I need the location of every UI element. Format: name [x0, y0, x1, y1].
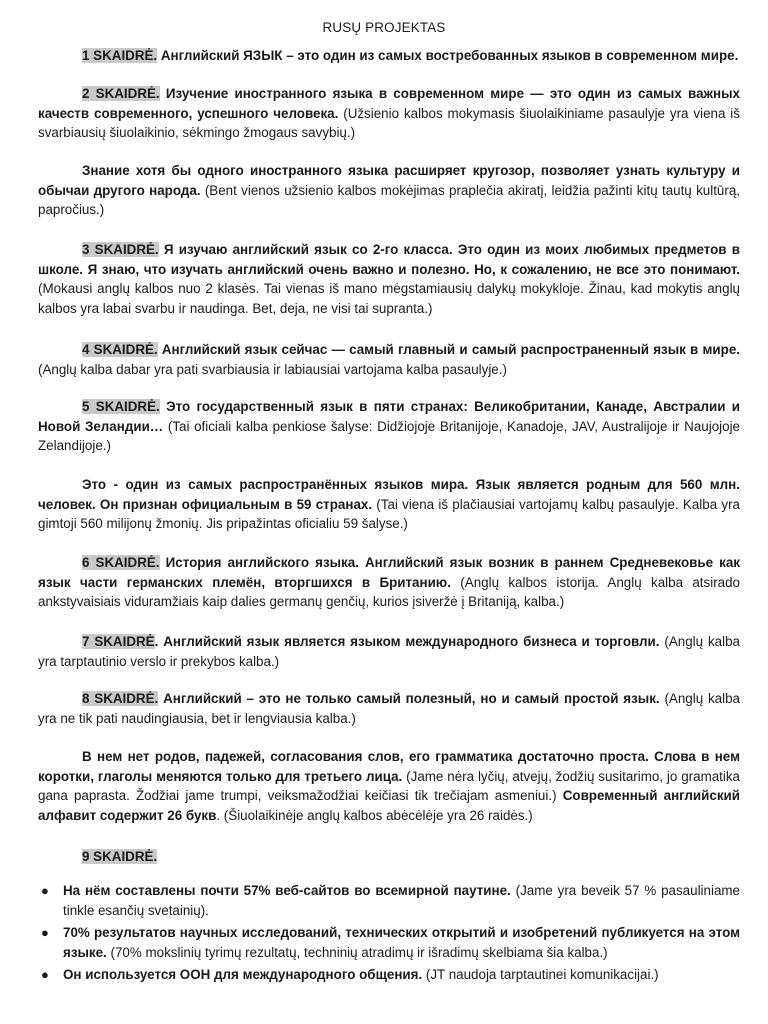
- list-item: [38, 881, 740, 920]
- slide-label: 9 SKAIDRĖ.: [82, 849, 158, 864]
- slide-9-bullet-list: [38, 881, 740, 988]
- lithuanian-text: (Užsienio kalbos mokymasis šiuolaikiniame pasaulyje yra viena iš svarbiausių šiuolaikinio, sėkmingo žmogaus savybių.): [38, 105, 740, 140]
- slide-label: 1 SKAIDRĖ.: [82, 48, 158, 63]
- russian-text: Знание хотя бы одного иностранного языка расширяет кругозор, позволяет узнать культуру и обычаи другого народа.: [38, 163, 740, 198]
- paragraph-slide-4: [38, 340, 740, 379]
- lithuanian-text: (Anglų kalba dabar yra pati svarbiausia ir labiausiai vartojama kalba pasaulyje.): [38, 361, 507, 377]
- list-item: [38, 965, 740, 985]
- document-title: RUSŲ PROJEKTAS: [322, 20, 446, 35]
- paragraph-widespread-language: [38, 475, 740, 534]
- bullet-icon: ●: [41, 883, 49, 898]
- paragraph-slide-9: [38, 847, 740, 867]
- russian-text: Английский ЯЗЫК – это один из самых востребованных языков в современном мире.: [157, 48, 739, 63]
- paragraph-slide-5: [38, 397, 740, 456]
- lithuanian-text: (Anglų kalba yra tarptautinio verslo ir prekybos kalba.): [38, 634, 740, 669]
- lithuanian-text: (Tai viena iš plačiausiai vartojamų kalbų pasaulyje. Kalba yra gimtoji 560 milijonų žmonių. Jis pripažintas oficialiu 59 šalyse.): [38, 496, 740, 531]
- lithuanian-text: (Anglų kalbos istorija. Anglų kalba atsirado ankstyvaisiais viduramžiais kaip dalies germanų genčių, kurios įsiveržė į Britaniją, kalba.): [38, 574, 740, 609]
- slide-label: 2 SKAIDRĖ.: [82, 86, 160, 101]
- paragraph-grammar: [38, 747, 740, 825]
- russian-text: Изучение иностранного языка в современном мире — это один из самых важных качеств современного, успешного человека.: [38, 86, 740, 121]
- bullet-icon: ●: [41, 925, 49, 940]
- russian-text: Я изучаю английский язык со 2-го класса. Это один из моих любимых предметов в школе. Я знаю, что изучать английский очень важно и полезно. Но, к сожалению, не все это понимают.: [38, 242, 740, 277]
- slide-label: 5 SKAIDRĖ.: [82, 399, 160, 414]
- paragraph-slide-6: [38, 553, 740, 612]
- paragraph-foreign-language-knowledge: [38, 161, 740, 220]
- lithuanian-text: (Jame yra beveik 57 % pasauliniame tinkle esančių svetainių).: [63, 883, 740, 918]
- lithuanian-text: (Bent vienos užsienio kalbos mokėjimas praplečia akiratį, leidžia pažinti kitų tautų kultūrą, papročius.): [38, 182, 740, 217]
- russian-text: Это государственный язык в пяти странах: Великобритании, Канаде, Австралии и Новой Зеландии…: [38, 399, 741, 434]
- lithuanian-text: (70% mokslinių tyrimų rezultatų, techninių atradimų ir išradimų skelbiama šia kalba.): [106, 944, 608, 960]
- slide-label: 3 SKAIDRĖ.: [82, 242, 159, 257]
- bullet-icon: ●: [41, 967, 49, 982]
- russian-text: Это - один из самых распространённых языков мира. Язык является родным для 560 млн. человек. Он признан официальным в 59 странах.: [38, 477, 740, 512]
- lithuanian-text: (Mokausi anglų kalbos nuo 2 klasės. Tai vienas iš mano mėgstamiausių dalykų mokykloje. Žinau, kad mokytis anglų kalbos yra labai svarbu ir naudinga. Bet, deja, ne visi tai supranta.): [38, 281, 740, 316]
- lithuanian-text: (JT naudoja tarptautinei komunikacijai.): [422, 967, 659, 982]
- russian-text: Английский – это не только самый полезный, но и самый простой язык.: [158, 691, 660, 706]
- slide-label: 4 SKAIDRĖ.: [82, 342, 158, 357]
- russian-text: В нем нет родов, падежей, согласования слов, его грамматика достаточно проста. Слова в нем коротки, глаголы меняются только для третьего лица.: [38, 749, 740, 784]
- russian-text: Он используется ООН для международного общения.: [63, 967, 423, 982]
- lithuanian-text: (Anglų kalba yra ne tik pati naudingiausia, bet ir lengviausia kalba.): [38, 691, 740, 726]
- slide-label: 6 SKAIDRĖ.: [82, 555, 160, 570]
- russian-text: История английского языка. Английский язык возник в раннем Средневековье как язык части германских племён, вторгшихся в Британию.: [38, 555, 740, 590]
- russian-text: . Английский язык является языком международного бизнеса и торговли.: [154, 634, 660, 649]
- paragraph-slide-3: [38, 240, 740, 318]
- lithuanian-text: (Jame nėra lyčių, atvejų, žodžių susitarimo, jo gramatika gana paprasta. Žodžiai jame trumpi, veiksmažodžiai keičiasi tik trečiajam asmeniui.): [38, 768, 741, 803]
- paragraph-slide-2: [38, 84, 740, 143]
- paragraph-slide-8: [38, 689, 740, 728]
- russian-text-alphabet: Современный английский алфавит содержит 26 букв: [38, 788, 740, 823]
- lithuanian-text: (Tai oficiali kalba penkiose šalyse: Didžiojoje Britanijoje, Kanadoje, JAV, Australijoje ir Naujojoje Zelandijoje.): [38, 418, 740, 453]
- slide-label: 7 SKAIDRĖ: [82, 634, 155, 649]
- paragraph-slide-7: [38, 632, 740, 671]
- russian-text: Английский язык сейчас — самый главный и самый распространенный язык в мире.: [157, 342, 740, 357]
- russian-text: На нём составлены почти 57% веб-сайтов во всемирной паутине.: [63, 883, 511, 898]
- slide-label: 8 SKAIDRĖ.: [82, 691, 159, 706]
- russian-text: 70% результатов научных исследований, технических открытий и изобретений публикуется на этом языке.: [63, 925, 740, 960]
- list-item: [38, 923, 740, 962]
- lithuanian-text-alphabet: . (Šiuolaikinėje anglų kalbos abėcėlėje yra 26 raidės.): [216, 807, 533, 823]
- paragraph-slide-1: [38, 46, 740, 66]
